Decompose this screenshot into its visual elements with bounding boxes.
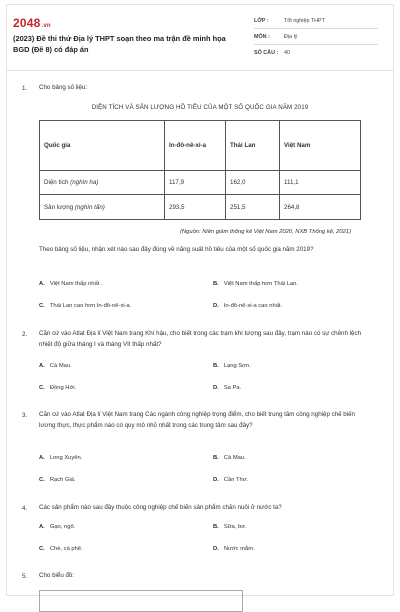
answer-option-d[interactable]: D. In-đô-nê-xi-a cao nhất. — [213, 303, 283, 309]
table-title: DIỆN TÍCH VÀ SẢN LƯỢNG HỒ TIÊU CỦA MỘT SỐ QUỐC GIA NĂM 2019 — [91, 104, 309, 111]
site-logo[interactable]: 2048.vn — [13, 16, 51, 30]
question-intro: Cho bảng số liệu: — [39, 84, 88, 91]
answer-option-a[interactable]: A. Việt Nam thấp nhất . — [39, 281, 103, 287]
question-text: Cho biểu đồ: — [39, 572, 75, 579]
answer-option-c[interactable]: C. Đồng Hới. — [39, 385, 77, 391]
question-number: 3. — [22, 412, 28, 419]
table-cell: 162,0 — [226, 171, 280, 195]
answer-option-c[interactable]: C. Thái Lan cao hơn In-đô-nê-xi-a. — [39, 303, 132, 309]
answer-option-c[interactable]: C. Rạch Giá. — [39, 477, 76, 483]
table-cell: 251,5 — [226, 195, 280, 220]
table-header-row — [40, 121, 361, 171]
row-label: Diện tích (nghìn ha) — [40, 171, 165, 195]
table-row — [40, 195, 361, 220]
table-source: (Nguồn: Niên giám thống kê Việt Nam 2020, NXB Thống kê, 2021) — [180, 229, 351, 235]
meta-subject: MÔN : Địa lý — [254, 34, 298, 40]
answer-option-a[interactable]: A. Cà Mau. — [39, 363, 72, 369]
table-header-cell: Thái Lan — [226, 121, 280, 171]
meta-question-count: SỐ CÂU : 40 — [254, 50, 290, 56]
question-number: 5. — [22, 573, 28, 580]
answer-option-c[interactable]: C. Chè, cà phê. — [39, 546, 83, 552]
meta-divider — [254, 44, 378, 45]
table-header-cell: Quốc gia — [40, 121, 165, 171]
answer-option-d[interactable]: D. Cần Thơ. — [213, 477, 249, 483]
row-label: Sản lượng (nghìn tấn) — [40, 195, 165, 220]
chart-frame — [39, 590, 243, 612]
answer-option-a[interactable]: A. Gạo, ngô. — [39, 524, 76, 530]
table-header-cell: Việt Nam — [280, 121, 361, 171]
question-text: Căn cứ vào Atlat Địa lí Việt Nam trang Khí hậu, cho biết trong các trạm khí tượng sau đây, trạm nào có sự chênh lệch nhiệt độ giữa tháng I và tháng VII thấp nhất? — [39, 330, 362, 348]
answer-option-b[interactable]: B. Cà Mau. — [213, 455, 246, 461]
table-row — [40, 171, 361, 195]
document-title: (2023) Đề thi thử Địa lý THPT soạn theo ma trận đề minh họa BGD (Đề 8) có đáp án — [13, 34, 226, 54]
table-header-cell: In-đô-nê-xi-a — [165, 121, 226, 171]
answer-option-a[interactable]: A. Long Xuyên. — [39, 455, 83, 461]
data-table — [39, 120, 361, 220]
answer-option-d[interactable]: D. Nước mắm. — [213, 546, 255, 552]
question-number: 2. — [22, 331, 28, 338]
header-divider — [7, 70, 393, 71]
question-number: 1. — [22, 85, 28, 92]
question-number: 4. — [22, 505, 28, 512]
meta-divider — [254, 28, 378, 29]
table-cell: 293,5 — [165, 195, 226, 220]
answer-option-b[interactable]: B. Việt Nam thấp hơn Thái Lan. — [213, 281, 298, 287]
meta-class: LỚP : Tốt nghiệp THPT — [254, 18, 325, 24]
answer-option-b[interactable]: B. Sữa, bơ. — [213, 524, 247, 530]
table-cell: 111,1 — [280, 171, 361, 195]
question-text: Theo bảng số liệu, nhận xét nào sau đây đúng về năng suất hồ tiêu của một số quốc gia năm 2019? — [39, 246, 314, 253]
question-text: Căn cứ vào Atlat Địa lí Việt Nam trang Các ngành công nghiệp trọng điểm, cho biết trung tâm công nghiệp chế biến lương thực, thực phẩm nào có quy mô nhỏ nhất trong các trung tâm sau đây? — [39, 411, 355, 429]
table-cell: 264,8 — [280, 195, 361, 220]
answer-option-d[interactable]: D. Sa Pa. — [213, 385, 242, 391]
answer-option-b[interactable]: B. Lạng Sơn. — [213, 363, 251, 369]
question-text: Các sản phẩm nào sau đây thuộc công nghiệp chế biến sản phẩm chăn nuôi ở nước ta? — [39, 504, 282, 511]
table-cell: 117,9 — [165, 171, 226, 195]
